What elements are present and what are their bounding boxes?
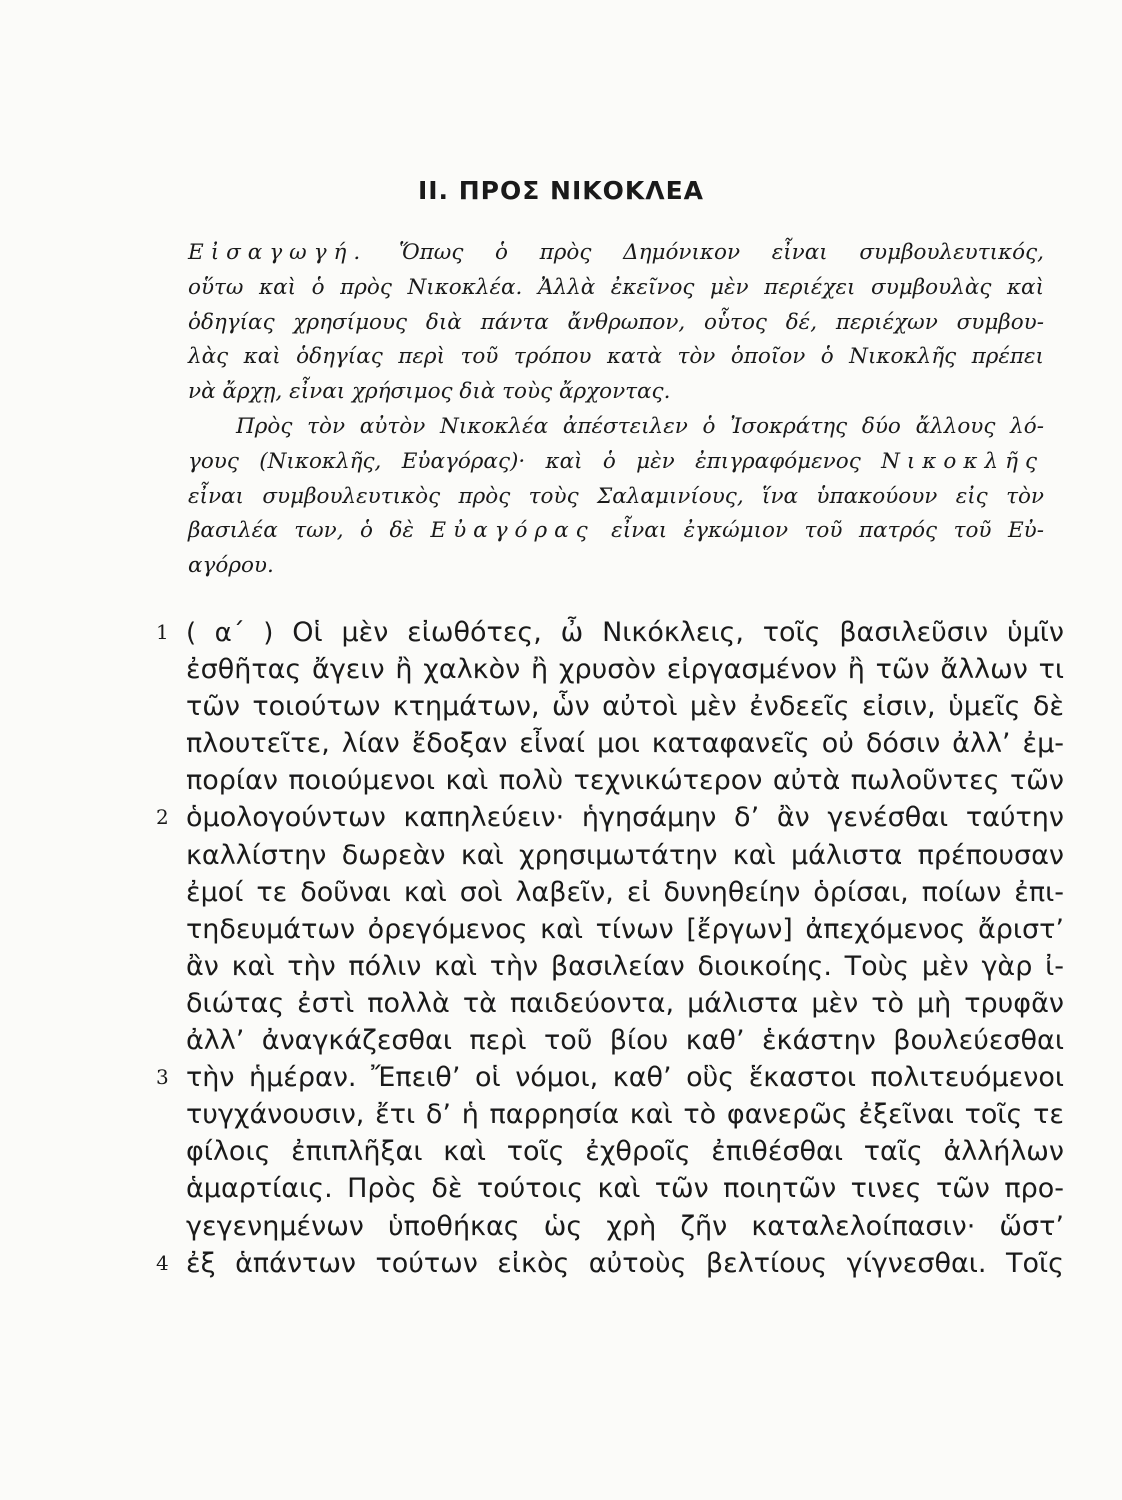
text-line bbox=[156, 1059, 1064, 1096]
line-text: τὴν ἡμέραν. Ἔπειθ’ οἱ νόμοι, καθ’ οὓς ἕκαστοι πολιτευόμενοι bbox=[186, 1062, 1064, 1094]
line-text: γεγενημένων ὑποθήκας ὡς χρὴ ζῆν καταλελοίπασιν· ὥστ’ bbox=[186, 1210, 1064, 1242]
section-number: 4 bbox=[156, 1250, 169, 1275]
section-number: 3 bbox=[156, 1065, 169, 1090]
intro-line: εἶναι συμβουλευτικὸς πρὸς τοὺς Σαλαμινίους, ἵνα ὑπακούουν εἰς τὸν bbox=[188, 483, 1044, 509]
intro-line: λὰς καὶ ὁδηγίας περὶ τοῦ τρόπου κατὰ τὸν ὁποῖον ὁ Νικοκλῆς πρέπει bbox=[188, 344, 1044, 370]
work-title-evagoras: Εὐαγόρας bbox=[430, 518, 595, 544]
intro-label: Εἰσαγωγή. bbox=[188, 240, 368, 265]
intro-line: αγόρου. bbox=[188, 553, 274, 579]
section-marker: ( α΄ ) bbox=[186, 618, 274, 648]
line-text: ἐσθῆτας ἄγειν ἢ χαλκὸν ἢ χρυσὸν εἰργασμένον ἢ τῶν ἄλλων τι bbox=[186, 654, 1064, 686]
line-text: τηδευμάτων ὀρεγόμενος καὶ τίνων [ἔργων] ἀπεχόμενος ἄριστ’ bbox=[186, 913, 1064, 945]
introduction bbox=[188, 236, 1044, 584]
line-text: ἐξ ἁπάντων τούτων εἰκὸς αὐτοὺς βελτίους γίγνεσθαι. Τοῖς bbox=[186, 1247, 1064, 1279]
text-line bbox=[186, 725, 1064, 762]
line-text: ἐμοί τε δοῦναι καὶ σοὶ λαβεῖν, εἰ δυνηθείην ὁρίσαι, ποίων ἐπι- bbox=[186, 876, 1064, 908]
text-line bbox=[186, 948, 1064, 985]
text-line bbox=[156, 614, 1064, 651]
text-line bbox=[186, 1022, 1064, 1059]
intro-line bbox=[188, 236, 1044, 271]
line-text: πορίαν ποιούμενοι καὶ πολὺ τεχνικώτερον αὐτὰ πωλοῦντες τῶν bbox=[186, 765, 1064, 797]
text-line bbox=[186, 874, 1064, 911]
text-line bbox=[156, 1245, 1064, 1282]
line-text: τυγχάνουσιν, ἔτι δ’ ἡ παρρησία καὶ τὸ φανερῶς ἐξεῖναι τοῖς τε bbox=[186, 1099, 1064, 1131]
main-text bbox=[156, 614, 1064, 1282]
text-line bbox=[156, 799, 1064, 836]
line-text: τῶν τοιούτων κτημάτων, ὧν αὐτοὶ μὲν ἐνδεεῖς εἰσιν, ὑμεῖς δὲ bbox=[186, 691, 1064, 723]
intro-line: νὰ ἄρχῃ, εἶναι χρήσιμος διὰ τοὺς ἄρχοντας. bbox=[188, 379, 671, 405]
line-text: ὁμολογούντων καπηλεύειν· ἡγησάμην δ’ ἂν γενέσθαι ταύτην bbox=[186, 802, 1064, 834]
intro-line: ὁδηγίας χρησίμους διὰ πάντα ἄνθρωπον, οὗτος δέ, περιέχων συμβου- bbox=[188, 309, 1044, 335]
line-text: ἀλλ’ ἀναγκάζεσθαι περὶ τοῦ βίου καθ’ ἑκάστην βουλεύεσθαι bbox=[186, 1025, 1064, 1057]
text-line bbox=[186, 651, 1064, 688]
intro-line bbox=[188, 445, 1044, 480]
line-text: ἁμαρτίαις. Πρὸς δὲ τούτοις καὶ τῶν ποιητῶν τινες τῶν προ- bbox=[186, 1173, 1064, 1205]
text-line bbox=[186, 911, 1064, 948]
line-text: καλλίστην δωρεὰν καὶ χρησιμωτάτην καὶ μάλιστα πρέπουσαν bbox=[186, 839, 1064, 871]
intro-line-text: εἶναι ἐγκώμιον τοῦ πατρός τοῦ Εὐ- bbox=[594, 518, 1044, 544]
text-line bbox=[186, 837, 1064, 874]
text-line bbox=[186, 1133, 1064, 1170]
intro-line: Πρὸς τὸν αὐτὸν Νικοκλέα ἀπέστειλεν ὁ Ἰσοκράτης δύο ἄλλους λό- bbox=[236, 413, 1044, 439]
page-title: II. ΠΡΟΣ ΝΙΚΟΚΛΕΑ bbox=[417, 176, 705, 205]
line-text: φίλοις ἐπιπλῆξαι καὶ τοῖς ἐχθροῖς ἐπιθέσθαι ταῖς ἀλλήλων bbox=[186, 1136, 1064, 1168]
text-line bbox=[186, 762, 1064, 799]
section-number: 1 bbox=[156, 620, 169, 644]
intro-line-text: Ὅπως ὁ πρὸς Δημόνικον εἶναι συμβουλευτικός, bbox=[367, 240, 1044, 265]
line-text: διώτας ἐστὶ πολλὰ τὰ παιδεύοντα, μάλιστα μὲν τὸ μὴ τρυφᾶν bbox=[186, 987, 1064, 1019]
text-line bbox=[186, 1170, 1064, 1207]
work-title-nikokles: Νικοκλῆς bbox=[881, 448, 1044, 474]
line-text: πλουτεῖτε, λίαν ἔδοξαν εἶναί μοι καταφανεῖς οὐ δόσιν ἀλλ’ ἐμ- bbox=[186, 728, 1064, 760]
intro-line: οὕτω καὶ ὁ πρὸς Νικοκλέα. Ἀλλὰ ἐκεῖνος μὲν περιέχει συμβουλὰς καὶ bbox=[188, 274, 1044, 300]
text-line bbox=[186, 1096, 1064, 1133]
line-text: Οἱ μὲν εἰωθότες, ὦ Νικόκλεις, τοῖς βασιλεῦσιν ὑμῖν bbox=[273, 617, 1064, 648]
text-line bbox=[186, 688, 1064, 725]
text-line bbox=[186, 985, 1064, 1022]
intro-line bbox=[188, 514, 1044, 549]
text-line bbox=[186, 1208, 1064, 1245]
intro-line-text: γους (Νικοκλῆς, Εὐαγόρας)· καὶ ὁ μὲν ἐπιγραφόμενος bbox=[188, 448, 882, 474]
section-number: 2 bbox=[156, 805, 169, 830]
line-text: ἂν καὶ τὴν πόλιν καὶ τὴν βασιλείαν διοικοίης. Τοὺς μὲν γὰρ ἰ- bbox=[186, 950, 1064, 982]
intro-line-text: βασιλέα των, ὁ δὲ bbox=[188, 518, 431, 544]
